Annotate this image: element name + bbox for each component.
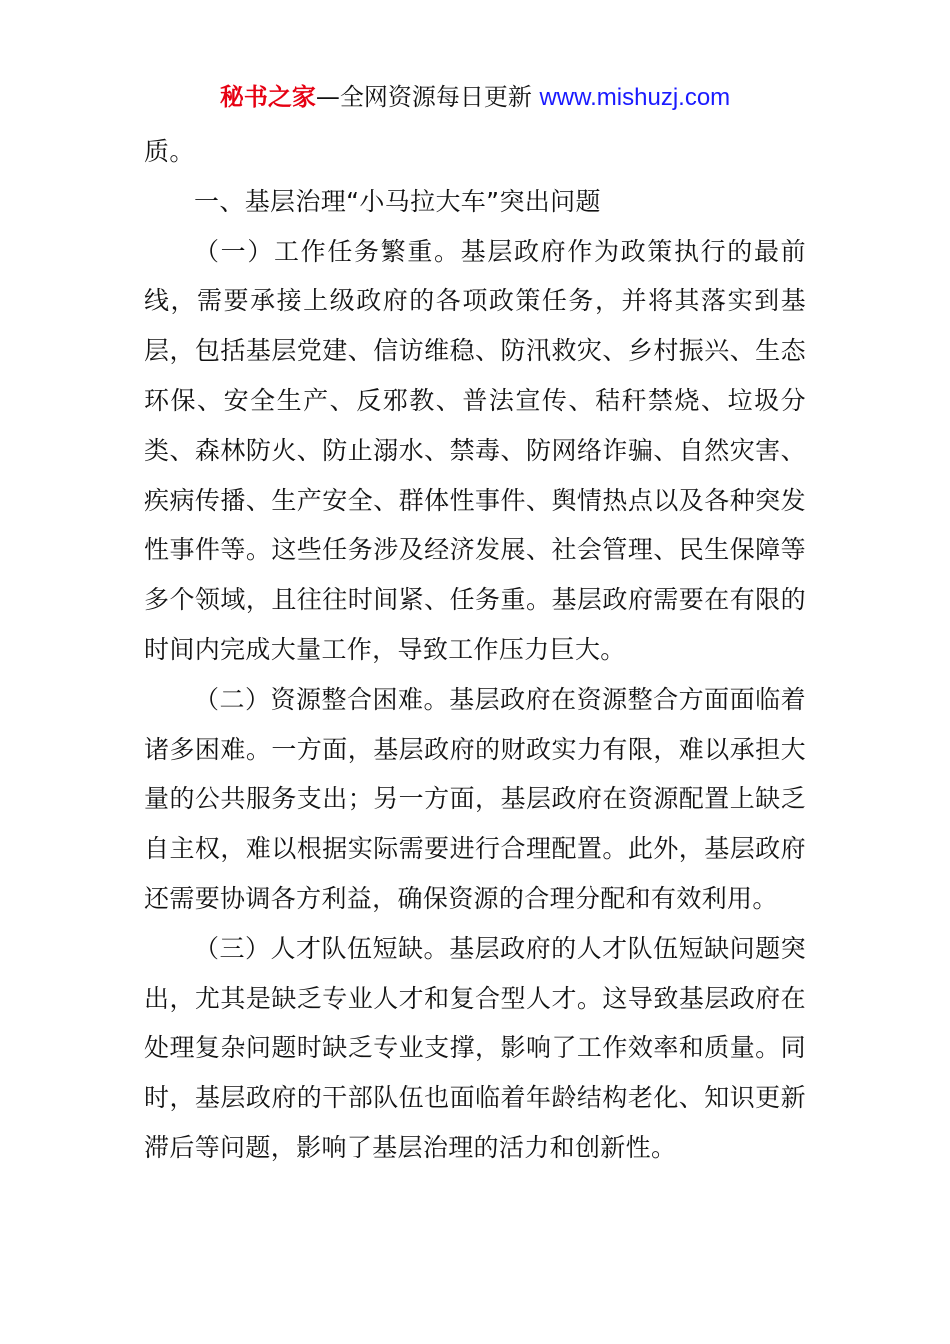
site-header — [0, 80, 950, 115]
header-tagline: —全网资源每日更新 — [315, 83, 540, 111]
site-url-link[interactable]: www.mishuzj.com — [539, 84, 731, 111]
continuation-paragraph: 质。 — [144, 137, 195, 166]
section-heading: 一、基层治理“小马拉大车”突出问题 — [194, 186, 601, 216]
brand-name: 秘书之家 — [219, 83, 316, 111]
document-body — [144, 127, 806, 1173]
body-paragraph: （二）资源整合困难。基层政府在资源整合方面面临着诸多困难。一方面，基层政府的财政实力有限，难以承担大量的公共服务支出；另一方面，基层政府在资源配置上缺乏自主权，难以根据实际需要进行合理配置。此外，基层政府还需要协调各方利益，确保资源的合理分配和有效利用。 — [144, 684, 806, 913]
body-paragraph: （一）工作任务繁重。基层政府作为政策执行的最前线，需要承接上级政府的各项政策任务，并将其落实到基层，包括基层党建、信访维稳、防汛救灾、乡村振兴、生态环保、安全生产、反邪教、普法宣传、秸秆禁烧、垃圾分类、森林防火、防止溺水、禁毒、防网络诈骗、自然灾害、疾病传播、生产安全、群体性事件、舆情热点以及各种突发性事件等。这些任务涉及经济发展、社会管理、民生保障等多个领域，且往往时间紧、任务重。基层政府需要在有限的时间内完成大量工作，导致工作压力巨大。 — [144, 236, 806, 664]
body-paragraph: （三）人才队伍短缺。基层政府的人才队伍短缺问题突出，尤其是缺乏专业人才和复合型人才。这导致基层政府在处理复杂问题时缺乏专业支撑，影响了工作效率和质量。同时，基层政府的干部队伍也面临着年龄结构老化、知识更新滞后等问题，影响了基层治理的活力和创新性。 — [144, 933, 806, 1162]
